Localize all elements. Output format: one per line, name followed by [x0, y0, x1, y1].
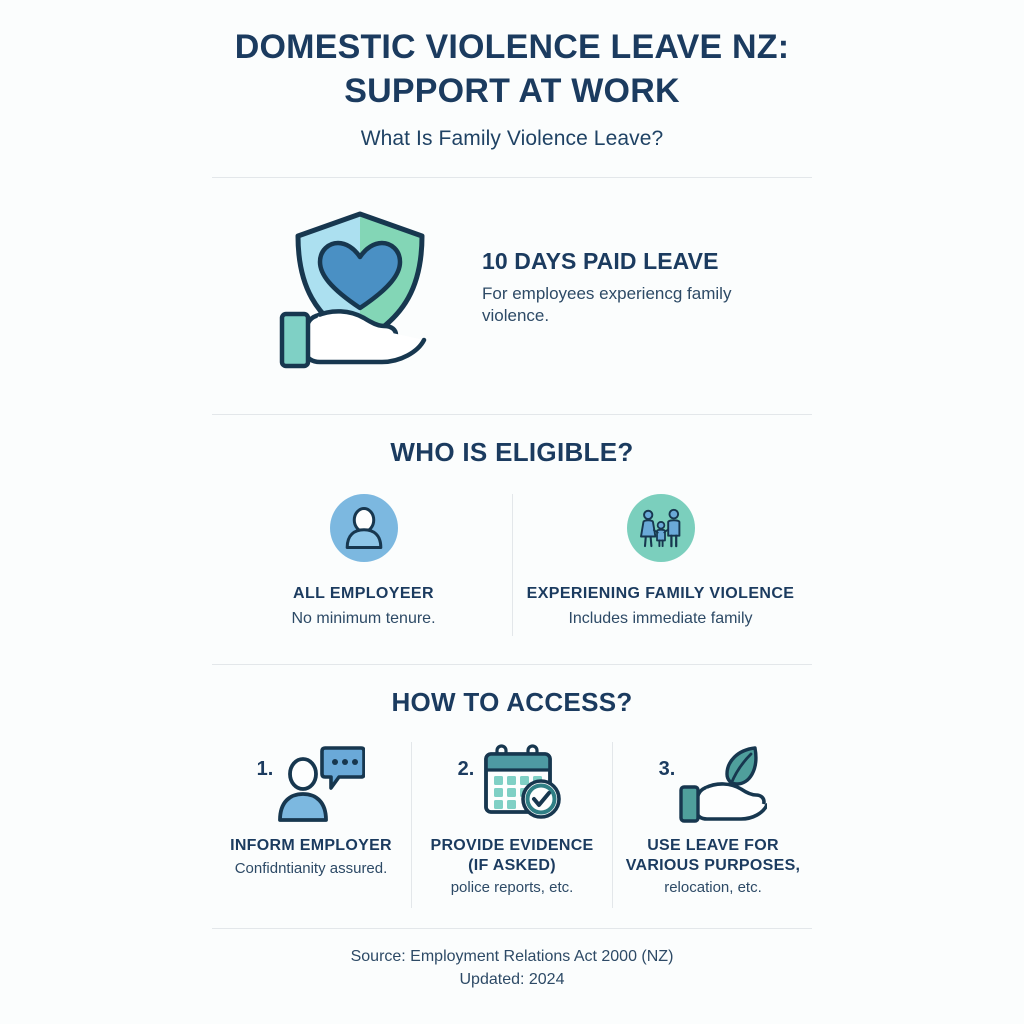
- page-title: [182, 26, 842, 113]
- calendar-check-icon: [478, 742, 566, 824]
- person-icon: [330, 494, 398, 562]
- eligibility-item-subtitle: Includes immediate family: [568, 610, 753, 628]
- eligibility-heading: WHO IS ELIGIBLE?: [390, 437, 634, 468]
- step-number: 2.: [457, 758, 475, 781]
- how-to-access-heading: HOW TO ACCESS?: [391, 687, 633, 718]
- hero-description: For employees experiencg family violence.: [482, 283, 732, 326]
- step-number: 1.: [256, 758, 274, 781]
- step-inform-employer: [211, 742, 411, 908]
- header: [0, 0, 1024, 151]
- divider-after-eligibility: [212, 664, 812, 665]
- person-speech-bubble-icon: [277, 742, 365, 824]
- divider-after-hero: [212, 414, 812, 415]
- hero-heading: 10 DAYS PAID LEAVE: [482, 248, 719, 275]
- step-title: INFORM EMPLOYER: [230, 837, 392, 855]
- step-title-line-1: PROVIDE EVIDENCE: [430, 837, 594, 855]
- footer-updated: Updated: 2024: [459, 971, 565, 989]
- step-top: [257, 742, 366, 826]
- step-title-line-2: (IF ASKED): [468, 856, 556, 874]
- step-title-line-2: VARIOUS PURPOSES,: [625, 856, 801, 874]
- step-subtitle: Confidntianity assured.: [234, 859, 388, 877]
- eligibility-item-experiencing-violence: [513, 494, 809, 636]
- hand-leaf-icon: [679, 742, 767, 824]
- divider-footer: [212, 928, 812, 929]
- footer-source: Source: Employment Relations Act 2000 (NZ): [350, 948, 674, 966]
- hero-section: [0, 178, 1024, 396]
- family-icon: [627, 494, 695, 562]
- step-title: [626, 836, 801, 875]
- step-subtitle: police reports, etc.: [450, 879, 574, 897]
- eligibility-item-title: ALL EMPLOYEER: [293, 585, 434, 603]
- page-title-line-1: DOMESTIC VIOLENCE LEAVE NZ:: [234, 28, 790, 66]
- step-provide-evidence: [412, 742, 612, 908]
- hero-text: [482, 248, 752, 327]
- shield-heart-in-hand-icon: [272, 206, 448, 370]
- eligibility-item-title: EXPERIENING FAMILY VIOLENCE: [526, 585, 795, 603]
- step-top: [659, 742, 768, 826]
- step-number: 3.: [658, 758, 676, 781]
- eligibility-row: [0, 494, 1024, 642]
- step-title-line-1: USE LEAVE FOR: [647, 837, 779, 855]
- step-title: [430, 836, 593, 875]
- eligibility-item-all-employees: [216, 494, 512, 636]
- steps-row: [0, 742, 1024, 908]
- step-use-leave: [613, 742, 813, 908]
- eligibility-item-subtitle: No minimum tenure.: [291, 610, 436, 628]
- page-subtitle: What Is Family Violence Leave?: [360, 127, 664, 151]
- footer: [0, 945, 1024, 991]
- step-subtitle: relocation, etc.: [664, 879, 762, 897]
- page-title-line-2: SUPPORT AT WORK: [344, 71, 680, 110]
- step-top: [458, 742, 567, 826]
